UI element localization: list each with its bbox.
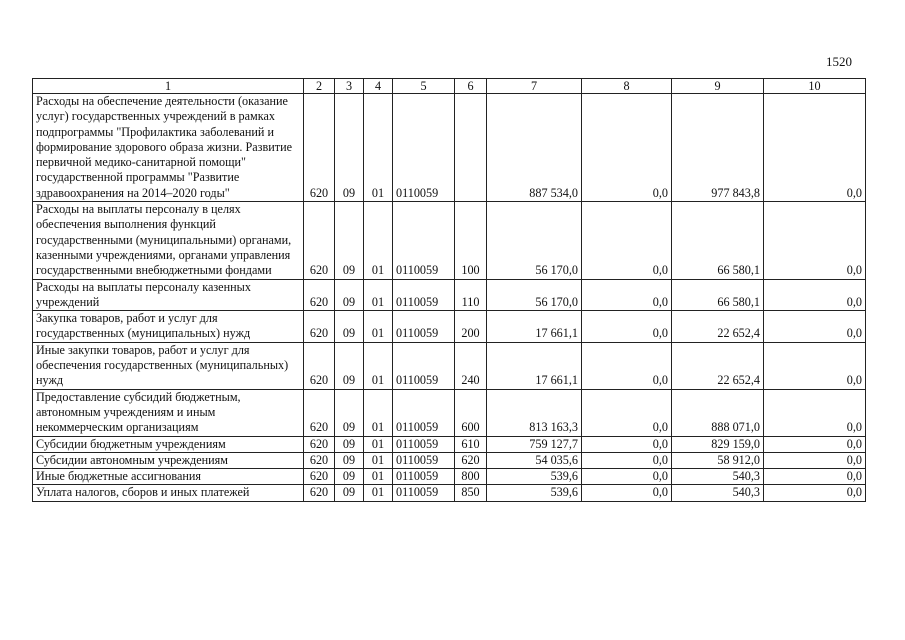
row-expense-type: 240 xyxy=(455,342,487,389)
row-description: Закупка товаров, работ и услуг для государственных (муниципальных) нужд xyxy=(33,311,304,343)
row-amount: 539,6 xyxy=(487,485,582,501)
table-row xyxy=(33,389,866,436)
row-amount: 829 159,0 xyxy=(672,436,764,452)
row-subsection: 01 xyxy=(364,202,393,279)
row-amount: 58 912,0 xyxy=(672,452,764,468)
row-amount: 0,0 xyxy=(764,452,866,468)
row-amount: 17 661,1 xyxy=(487,311,582,343)
row-expense-type xyxy=(455,94,487,202)
column-header: 7 xyxy=(487,79,582,94)
row-description: Расходы на обеспечение деятельности (оказание услуг) государственных учреждений в рамках подпрограммы "Профилактика заболеваний и формирование здорового образа жизни. Развитие первичной медико-санитарной помощи" государственной программы "Развитие здравоохранения на 2014–2020 годы" xyxy=(33,94,304,202)
row-section: 09 xyxy=(335,94,364,202)
row-amount: 887 534,0 xyxy=(487,94,582,202)
table-row xyxy=(33,452,866,468)
row-section: 09 xyxy=(335,279,364,311)
budget-table xyxy=(32,78,866,502)
row-amount: 22 652,4 xyxy=(672,342,764,389)
row-amount: 0,0 xyxy=(764,436,866,452)
row-code: 620 xyxy=(304,452,335,468)
row-target-article: 0110059 xyxy=(393,202,455,279)
row-subsection: 01 xyxy=(364,469,393,485)
row-code: 620 xyxy=(304,389,335,436)
column-header: 2 xyxy=(304,79,335,94)
table-row xyxy=(33,342,866,389)
row-expense-type: 100 xyxy=(455,202,487,279)
row-amount: 0,0 xyxy=(764,279,866,311)
column-header: 1 xyxy=(33,79,304,94)
row-target-article: 0110059 xyxy=(393,469,455,485)
row-amount: 0,0 xyxy=(582,389,672,436)
table-row xyxy=(33,279,866,311)
row-expense-type: 610 xyxy=(455,436,487,452)
row-amount: 0,0 xyxy=(582,202,672,279)
row-amount: 0,0 xyxy=(764,469,866,485)
row-amount: 0,0 xyxy=(764,202,866,279)
row-section: 09 xyxy=(335,389,364,436)
row-amount: 0,0 xyxy=(582,452,672,468)
row-amount: 0,0 xyxy=(582,311,672,343)
row-amount: 0,0 xyxy=(764,389,866,436)
column-header: 10 xyxy=(764,79,866,94)
row-description: Иные закупки товаров, работ и услуг для обеспечения государственных (муниципальных) нужд xyxy=(33,342,304,389)
row-subsection: 01 xyxy=(364,311,393,343)
row-amount: 0,0 xyxy=(764,94,866,202)
row-amount: 759 127,7 xyxy=(487,436,582,452)
row-amount: 66 580,1 xyxy=(672,202,764,279)
column-header: 5 xyxy=(393,79,455,94)
row-expense-type: 850 xyxy=(455,485,487,501)
row-amount: 54 035,6 xyxy=(487,452,582,468)
row-code: 620 xyxy=(304,279,335,311)
row-target-article: 0110059 xyxy=(393,342,455,389)
table-row xyxy=(33,311,866,343)
row-description: Субсидии бюджетным учреждениям xyxy=(33,436,304,452)
row-subsection: 01 xyxy=(364,485,393,501)
column-header: 3 xyxy=(335,79,364,94)
table-row xyxy=(33,202,866,279)
row-section: 09 xyxy=(335,485,364,501)
row-expense-type: 200 xyxy=(455,311,487,343)
row-subsection: 01 xyxy=(364,279,393,311)
column-header: 6 xyxy=(455,79,487,94)
row-amount: 0,0 xyxy=(764,485,866,501)
row-target-article: 0110059 xyxy=(393,279,455,311)
table-row xyxy=(33,485,866,501)
row-target-article: 0110059 xyxy=(393,452,455,468)
row-amount: 0,0 xyxy=(764,342,866,389)
row-target-article: 0110059 xyxy=(393,436,455,452)
row-amount: 0,0 xyxy=(582,469,672,485)
row-description: Субсидии автономным учреждениям xyxy=(33,452,304,468)
row-code: 620 xyxy=(304,342,335,389)
row-description: Расходы на выплаты персоналу в целях обеспечения выполнения функций государственными (муниципальными) органами, казенными учреждениями, органами управления государственными внебюджетными фондами xyxy=(33,202,304,279)
row-code: 620 xyxy=(304,469,335,485)
row-code: 620 xyxy=(304,94,335,202)
row-subsection: 01 xyxy=(364,389,393,436)
page-number: 1520 xyxy=(826,54,852,69)
row-code: 620 xyxy=(304,311,335,343)
row-expense-type: 620 xyxy=(455,452,487,468)
row-target-article: 0110059 xyxy=(393,485,455,501)
row-amount: 0,0 xyxy=(582,279,672,311)
row-amount: 540,3 xyxy=(672,469,764,485)
row-amount: 56 170,0 xyxy=(487,202,582,279)
row-target-article: 0110059 xyxy=(393,389,455,436)
row-amount: 977 843,8 xyxy=(672,94,764,202)
row-amount: 56 170,0 xyxy=(487,279,582,311)
row-section: 09 xyxy=(335,202,364,279)
table-row xyxy=(33,94,866,202)
row-amount: 0,0 xyxy=(582,485,672,501)
row-section: 09 xyxy=(335,436,364,452)
row-description: Уплата налогов, сборов и иных платежей xyxy=(33,485,304,501)
row-target-article: 0110059 xyxy=(393,311,455,343)
row-description: Расходы на выплаты персоналу казенных учреждений xyxy=(33,279,304,311)
row-code: 620 xyxy=(304,485,335,501)
row-amount: 22 652,4 xyxy=(672,311,764,343)
row-expense-type: 800 xyxy=(455,469,487,485)
row-expense-type: 110 xyxy=(455,279,487,311)
column-header: 4 xyxy=(364,79,393,94)
column-header: 8 xyxy=(582,79,672,94)
row-description: Иные бюджетные ассигнования xyxy=(33,469,304,485)
row-amount: 0,0 xyxy=(764,311,866,343)
row-code: 620 xyxy=(304,202,335,279)
row-subsection: 01 xyxy=(364,342,393,389)
table-row xyxy=(33,469,866,485)
row-section: 09 xyxy=(335,452,364,468)
row-amount: 17 661,1 xyxy=(487,342,582,389)
table-row xyxy=(33,436,866,452)
row-subsection: 01 xyxy=(364,94,393,202)
table-header-row xyxy=(33,79,866,94)
row-target-article: 0110059 xyxy=(393,94,455,202)
row-amount: 0,0 xyxy=(582,342,672,389)
row-amount: 813 163,3 xyxy=(487,389,582,436)
row-amount: 0,0 xyxy=(582,436,672,452)
row-amount: 66 580,1 xyxy=(672,279,764,311)
row-amount: 539,6 xyxy=(487,469,582,485)
row-amount: 540,3 xyxy=(672,485,764,501)
row-subsection: 01 xyxy=(364,436,393,452)
row-section: 09 xyxy=(335,311,364,343)
row-expense-type: 600 xyxy=(455,389,487,436)
column-header: 9 xyxy=(672,79,764,94)
row-section: 09 xyxy=(335,469,364,485)
row-section: 09 xyxy=(335,342,364,389)
row-amount: 0,0 xyxy=(582,94,672,202)
row-description: Предоставление субсидий бюджетным, автономным учреждениям и иным некоммерческим организациям xyxy=(33,389,304,436)
row-subsection: 01 xyxy=(364,452,393,468)
row-amount: 888 071,0 xyxy=(672,389,764,436)
row-code: 620 xyxy=(304,436,335,452)
